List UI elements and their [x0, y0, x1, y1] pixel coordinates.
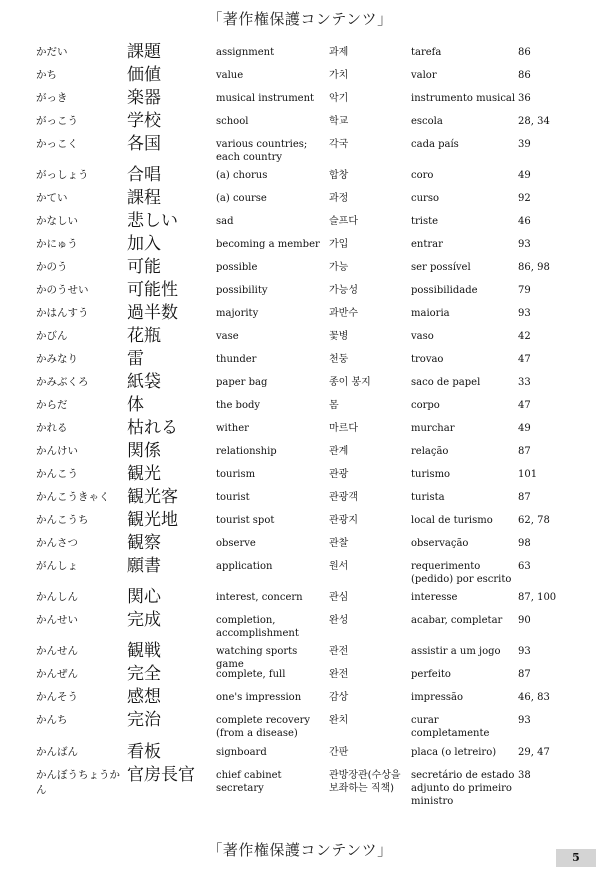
- korean-meaning: 감상: [329, 692, 349, 703]
- page-refs: 47: [518, 354, 531, 365]
- reading: がっしょう: [36, 169, 89, 181]
- english-meaning: musical instrument: [216, 93, 315, 104]
- korean-meaning: 관광지: [329, 515, 358, 526]
- vocab-entry: [0, 257, 600, 280]
- copyright-banner-bottom: 「著作権保護コンテンツ」: [207, 841, 393, 859]
- korean-meaning: 관전: [329, 646, 349, 657]
- reading: かんそう: [36, 691, 78, 703]
- kanji-term: 可能: [127, 257, 161, 277]
- vocab-entry: [0, 742, 600, 765]
- page-refs: 87: [518, 669, 531, 680]
- english-meaning: (a) course: [216, 193, 267, 204]
- korean-meaning: 종이 봉지: [329, 377, 371, 388]
- vocab-entry: [0, 349, 600, 372]
- reading: かんこうち: [36, 514, 89, 526]
- korean-meaning: 관광: [329, 469, 349, 480]
- reading: かだい: [36, 46, 68, 58]
- english-meaning: watching sports game: [216, 646, 298, 670]
- english-meaning: sad: [216, 216, 234, 227]
- page-refs: 33: [518, 377, 531, 388]
- portuguese-meaning: secretário de estado adjunto do primeiro ministro: [411, 770, 515, 807]
- portuguese-meaning: interesse: [411, 592, 458, 603]
- portuguese-meaning: local de turismo: [411, 515, 493, 526]
- kanji-term: 観戦: [127, 641, 161, 661]
- korean-meaning: 원서: [329, 561, 349, 572]
- vocab-entry: [0, 165, 600, 188]
- portuguese-meaning: valor: [411, 70, 437, 81]
- english-meaning: majority: [216, 308, 259, 319]
- english-meaning: (a) chorus: [216, 170, 268, 181]
- vocab-entry: [0, 234, 600, 257]
- vocab-entry: [0, 487, 600, 510]
- kanji-term: 枯れる: [127, 418, 178, 438]
- portuguese-meaning: acabar, completar: [411, 615, 503, 626]
- page-refs: 93: [518, 239, 531, 250]
- portuguese-meaning: corpo: [411, 400, 440, 411]
- page-number: 5: [556, 849, 596, 867]
- portuguese-meaning: tarefa: [411, 47, 442, 58]
- vocab-entry: [0, 65, 600, 88]
- vocabulary-list: [0, 42, 600, 807]
- korean-meaning: 관계: [329, 446, 349, 457]
- english-meaning: value: [216, 70, 244, 81]
- korean-meaning: 과정: [329, 193, 349, 204]
- korean-meaning: 간판: [329, 747, 349, 758]
- kanji-term: 価値: [127, 65, 161, 85]
- portuguese-meaning: murchar: [411, 423, 455, 434]
- vocab-entry: [0, 533, 600, 556]
- vocab-entry: [0, 88, 600, 111]
- portuguese-meaning: coro: [411, 170, 434, 181]
- vocab-entry: [0, 280, 600, 303]
- english-meaning: thunder: [216, 354, 257, 365]
- portuguese-meaning: maioria: [411, 308, 450, 319]
- vocab-entry: [0, 710, 600, 742]
- reading: かんさつ: [36, 537, 78, 549]
- english-meaning: tourist spot: [216, 515, 275, 526]
- reading: かんけい: [36, 445, 78, 457]
- english-meaning: becoming a member: [216, 239, 320, 250]
- page-refs: 101: [518, 469, 538, 480]
- korean-meaning: 가치: [329, 70, 349, 81]
- english-meaning: tourist: [216, 492, 250, 503]
- page-refs: 28, 34: [518, 116, 550, 127]
- english-meaning: complete, full: [216, 669, 286, 680]
- reading: かのうせい: [36, 284, 89, 296]
- vocab-entry: [0, 587, 600, 610]
- korean-meaning: 꽃병: [329, 331, 349, 342]
- reading: かのう: [36, 261, 68, 273]
- korean-meaning: 가능성: [329, 285, 358, 296]
- english-meaning: possibility: [216, 285, 268, 296]
- korean-meaning: 학교: [329, 116, 349, 127]
- vocab-entry: [0, 765, 600, 807]
- portuguese-meaning: placa (o letreiro): [411, 747, 497, 758]
- page-refs: 87: [518, 446, 531, 457]
- portuguese-meaning: triste: [411, 216, 439, 227]
- reading: かはんすう: [36, 307, 89, 319]
- page-refs: 49: [518, 170, 531, 181]
- portuguese-meaning: perfeito: [411, 669, 451, 680]
- page-refs: 86: [518, 47, 531, 58]
- english-meaning: tourism: [216, 469, 256, 480]
- korean-meaning: 완성: [329, 615, 349, 626]
- korean-meaning: 관광객: [329, 492, 358, 503]
- reading: かっこく: [36, 138, 78, 150]
- vocab-entry: [0, 211, 600, 234]
- kanji-term: 課題: [127, 42, 161, 62]
- kanji-term: 感想: [127, 687, 161, 707]
- page-refs: 93: [518, 308, 531, 319]
- reading: かてい: [36, 192, 68, 204]
- reading: かみなり: [36, 353, 78, 365]
- page-refs: 93: [518, 715, 531, 726]
- portuguese-meaning: turismo: [411, 469, 451, 480]
- reading: かんぜん: [36, 668, 78, 680]
- page-refs: 46, 83: [518, 692, 550, 703]
- kanji-term: 加入: [127, 234, 161, 254]
- portuguese-meaning: assistir a um jogo: [411, 646, 501, 657]
- kanji-term: 観察: [127, 533, 161, 553]
- reading: かんぼうちょうかん: [36, 769, 120, 796]
- korean-meaning: 관심: [329, 592, 349, 603]
- kanji-term: 体: [127, 395, 144, 415]
- english-meaning: observe: [216, 538, 256, 549]
- reading: かんち: [36, 714, 68, 726]
- vocab-entry: [0, 303, 600, 326]
- kanji-term: 観光: [127, 464, 161, 484]
- reading: がっき: [36, 92, 68, 104]
- kanji-term: 紙袋: [127, 372, 161, 392]
- korean-meaning: 슬프다: [329, 216, 358, 227]
- korean-meaning: 가입: [329, 239, 349, 250]
- page-refs: 86, 98: [518, 262, 550, 273]
- reading: かびん: [36, 330, 68, 342]
- page-refs: 39: [518, 139, 531, 150]
- kanji-term: 花瓶: [127, 326, 161, 346]
- reading: からだ: [36, 399, 68, 411]
- reading: かち: [36, 69, 57, 81]
- vocab-entry: [0, 111, 600, 134]
- portuguese-meaning: saco de papel: [411, 377, 481, 388]
- vocab-entry: [0, 134, 600, 165]
- portuguese-meaning: impressão: [411, 692, 464, 703]
- english-meaning: assignment: [216, 47, 275, 58]
- korean-meaning: 가능: [329, 262, 349, 273]
- page-refs: 63: [518, 561, 531, 572]
- vocab-entry: [0, 418, 600, 441]
- page-refs: 49: [518, 423, 531, 434]
- korean-meaning: 관방장관(수상을 보좌하는 직책): [329, 770, 401, 794]
- kanji-term: 過半数: [127, 303, 178, 323]
- copyright-banner-top: 「著作権保護コンテンツ」: [207, 10, 393, 28]
- page-refs: 87: [518, 492, 531, 503]
- vocab-entry: [0, 464, 600, 487]
- korean-meaning: 악기: [329, 93, 349, 104]
- vocab-entry: [0, 42, 600, 65]
- kanji-term: 官房長官: [127, 765, 195, 785]
- korean-meaning: 각국: [329, 139, 349, 150]
- portuguese-meaning: possibilidade: [411, 285, 478, 296]
- vocab-entry: [0, 556, 600, 587]
- vocab-entry: [0, 441, 600, 464]
- page-refs: 62, 78: [518, 515, 550, 526]
- english-meaning: the body: [216, 400, 261, 411]
- portuguese-meaning: entrar: [411, 239, 443, 250]
- kanji-term: 関係: [127, 441, 161, 461]
- kanji-term: 課程: [127, 188, 161, 208]
- page-refs: 79: [518, 285, 531, 296]
- vocab-entry: [0, 510, 600, 533]
- page-refs: 87, 100: [518, 592, 557, 603]
- korean-meaning: 몸: [329, 400, 339, 411]
- reading: がんしょ: [36, 560, 78, 572]
- portuguese-meaning: vaso: [411, 331, 434, 342]
- portuguese-meaning: escola: [411, 116, 443, 127]
- kanji-term: 完成: [127, 610, 161, 630]
- korean-meaning: 완전: [329, 669, 349, 680]
- page-refs: 46: [518, 216, 531, 227]
- english-meaning: interest, concern: [216, 592, 303, 603]
- reading: かれる: [36, 422, 68, 434]
- kanji-term: 各国: [127, 134, 161, 154]
- portuguese-meaning: trovao: [411, 354, 444, 365]
- reading: かんせん: [36, 645, 78, 657]
- page-refs: 90: [518, 615, 531, 626]
- portuguese-meaning: instrumento musical: [411, 93, 516, 104]
- page-refs: 36: [518, 93, 531, 104]
- page-refs: 86: [518, 70, 531, 81]
- korean-meaning: 마르다: [329, 423, 358, 434]
- page-refs: 92: [518, 193, 531, 204]
- page-refs: 38: [518, 770, 531, 781]
- korean-meaning: 과반수: [329, 308, 358, 319]
- english-meaning: relationship: [216, 446, 277, 457]
- english-meaning: various countries; each country: [216, 139, 308, 163]
- kanji-term: 学校: [127, 111, 161, 131]
- kanji-term: 関心: [127, 587, 161, 607]
- portuguese-meaning: cada país: [411, 139, 459, 150]
- reading: かなしい: [36, 215, 78, 227]
- vocab-entry: [0, 326, 600, 349]
- english-meaning: paper bag: [216, 377, 268, 388]
- reading: かにゅう: [36, 238, 78, 250]
- kanji-term: 完全: [127, 664, 161, 684]
- vocab-entry: [0, 372, 600, 395]
- english-meaning: completion, accomplishment: [216, 615, 299, 639]
- page-refs: 47: [518, 400, 531, 411]
- korean-meaning: 합창: [329, 170, 349, 181]
- portuguese-meaning: relação: [411, 446, 449, 457]
- english-meaning: chief cabinet secretary: [216, 770, 282, 794]
- kanji-term: 可能性: [127, 280, 178, 300]
- vocab-entry: [0, 188, 600, 211]
- portuguese-meaning: ser possível: [411, 262, 471, 273]
- korean-meaning: 완치: [329, 715, 349, 726]
- page-refs: 29, 47: [518, 747, 550, 758]
- english-meaning: vase: [216, 331, 239, 342]
- kanji-term: 観光地: [127, 510, 178, 530]
- kanji-term: 完治: [127, 710, 161, 730]
- english-meaning: application: [216, 561, 273, 572]
- reading: かみぶくろ: [36, 376, 89, 388]
- portuguese-meaning: curso: [411, 193, 439, 204]
- vocab-entry: [0, 610, 600, 641]
- kanji-term: 観光客: [127, 487, 178, 507]
- reading: かんこうきゃく: [36, 491, 110, 503]
- reading: かんしん: [36, 591, 78, 603]
- korean-meaning: 과제: [329, 47, 349, 58]
- korean-meaning: 천둥: [329, 354, 349, 365]
- reading: かんこう: [36, 468, 78, 480]
- english-meaning: complete recovery (from a disease): [216, 715, 311, 739]
- reading: かんせい: [36, 614, 78, 626]
- reading: かんばん: [36, 746, 78, 758]
- kanji-term: 合唱: [127, 165, 161, 185]
- portuguese-meaning: observação: [411, 538, 469, 549]
- kanji-term: 悲しい: [127, 211, 178, 231]
- english-meaning: one's impression: [216, 692, 302, 703]
- page-refs: 98: [518, 538, 531, 549]
- korean-meaning: 관찰: [329, 538, 349, 549]
- portuguese-meaning: requerimento (pedido) por escrito: [411, 561, 512, 585]
- kanji-term: 楽器: [127, 88, 161, 108]
- reading: がっこう: [36, 115, 78, 127]
- vocab-entry: [0, 687, 600, 710]
- english-meaning: signboard: [216, 747, 267, 758]
- vocab-entry: [0, 395, 600, 418]
- kanji-term: 看板: [127, 742, 161, 762]
- vocab-entry: [0, 641, 600, 670]
- page-refs: 93: [518, 646, 531, 657]
- english-meaning: possible: [216, 262, 258, 273]
- portuguese-meaning: curar completamente: [411, 715, 490, 739]
- page-refs: 42: [518, 331, 531, 342]
- kanji-term: 雷: [127, 349, 144, 369]
- english-meaning: wither: [216, 423, 249, 434]
- vocab-entry: [0, 664, 600, 687]
- portuguese-meaning: turista: [411, 492, 445, 503]
- kanji-term: 願書: [127, 556, 161, 576]
- english-meaning: school: [216, 116, 249, 127]
